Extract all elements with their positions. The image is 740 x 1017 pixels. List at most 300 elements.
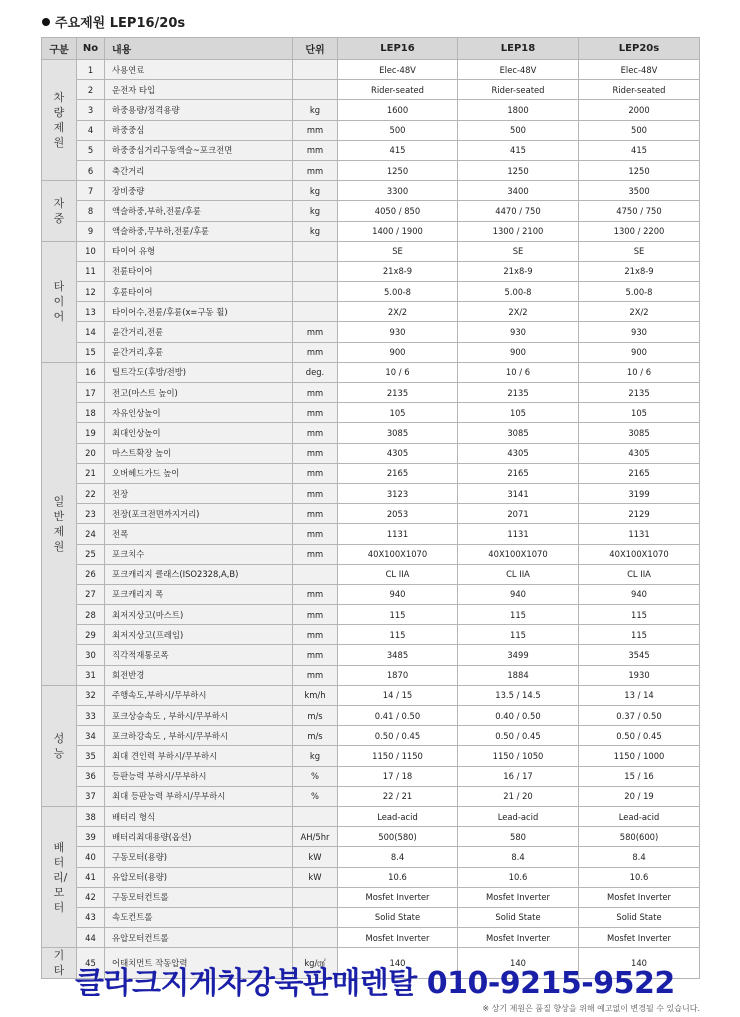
spec-unit: mm xyxy=(293,504,338,524)
spec-item: 배터리 형식 xyxy=(105,806,293,826)
value-lep16: 2X/2 xyxy=(338,302,458,322)
value-lep20s: 4750 / 750 xyxy=(579,201,700,221)
value-lep18: 5.00-8 xyxy=(458,282,579,302)
category-label: 배터리/모터 xyxy=(53,840,68,914)
value-lep20s: 500 xyxy=(579,120,700,140)
spec-unit: mm xyxy=(293,584,338,604)
spec-item: 최대 등판능력 부하시/무부하시 xyxy=(105,786,293,806)
spec-item: 직각적재통로폭 xyxy=(105,645,293,665)
value-lep16: 2135 xyxy=(338,383,458,403)
spec-unit: kW xyxy=(293,867,338,887)
row-number: 6 xyxy=(77,160,105,180)
table-row xyxy=(42,847,700,867)
value-lep18: 105 xyxy=(458,403,579,423)
value-lep18: 940 xyxy=(458,584,579,604)
table-row xyxy=(42,362,700,382)
row-number: 21 xyxy=(77,463,105,483)
value-lep18: Elec-48V xyxy=(458,60,579,80)
table-row xyxy=(42,584,700,604)
value-lep18: 500 xyxy=(458,120,579,140)
value-lep16: 2053 xyxy=(338,504,458,524)
row-number: 26 xyxy=(77,564,105,584)
value-lep16: 1250 xyxy=(338,160,458,180)
row-number: 7 xyxy=(77,181,105,201)
spec-item: 하중중심거리구동액슬~포크전면 xyxy=(105,140,293,160)
value-lep20s: 930 xyxy=(579,322,700,342)
value-lep18: 115 xyxy=(458,605,579,625)
row-number: 45 xyxy=(77,948,105,979)
spec-unit: kg xyxy=(293,181,338,201)
value-lep16: 10.6 xyxy=(338,867,458,887)
value-lep16: 1150 / 1150 xyxy=(338,746,458,766)
value-lep16: 40X100X1070 xyxy=(338,544,458,564)
spec-item: 포크캐리지 폭 xyxy=(105,584,293,604)
category-label: 기타 xyxy=(53,949,65,978)
value-lep20s: CL IIA xyxy=(579,564,700,584)
value-lep18: 21x8-9 xyxy=(458,261,579,281)
value-lep16: 0.50 / 0.45 xyxy=(338,726,458,746)
spec-unit: mm xyxy=(293,463,338,483)
spec-unit: AH/5hr xyxy=(293,827,338,847)
spec-unit xyxy=(293,60,338,80)
footnote: ※ 상기 제원은 품질 향상을 위해 예고없이 변경될 수 있습니다. xyxy=(482,1004,700,1013)
value-lep20s: 15 / 16 xyxy=(579,766,700,786)
spec-item: 액슬하중,무부하,전륜/후륜 xyxy=(105,221,293,241)
spec-item: 구동모터컨트롤 xyxy=(105,887,293,907)
row-number: 23 xyxy=(77,504,105,524)
row-number: 24 xyxy=(77,524,105,544)
table-row xyxy=(42,100,700,120)
value-lep16: 3300 xyxy=(338,181,458,201)
value-lep18: 580 xyxy=(458,827,579,847)
value-lep16: 3123 xyxy=(338,483,458,503)
value-lep16: 14 / 15 xyxy=(338,685,458,705)
value-lep18: 40X100X1070 xyxy=(458,544,579,564)
value-lep16: Lead-acid xyxy=(338,806,458,826)
spec-unit: kg xyxy=(293,100,338,120)
value-lep18: 10 / 6 xyxy=(458,362,579,382)
page-title xyxy=(42,12,185,31)
table-row xyxy=(42,564,700,584)
value-lep16: 1131 xyxy=(338,524,458,544)
value-lep20s: 2X/2 xyxy=(579,302,700,322)
spec-unit: mm xyxy=(293,605,338,625)
header-unit: 단위 xyxy=(293,38,338,60)
spec-item: 회전반경 xyxy=(105,665,293,685)
spec-unit: kg xyxy=(293,221,338,241)
table-row xyxy=(42,80,700,100)
row-number: 8 xyxy=(77,201,105,221)
value-lep18: 3141 xyxy=(458,483,579,503)
value-lep18: CL IIA xyxy=(458,564,579,584)
value-lep18: 1300 / 2100 xyxy=(458,221,579,241)
value-lep16: Mosfet Inverter xyxy=(338,928,458,948)
spec-item: 포크하강속도 , 부하시/무부하시 xyxy=(105,726,293,746)
value-lep20s: 900 xyxy=(579,342,700,362)
category-label: 타이어 xyxy=(53,280,65,324)
row-number: 2 xyxy=(77,80,105,100)
value-lep16: 900 xyxy=(338,342,458,362)
spec-table xyxy=(41,37,700,979)
spec-unit: km/h xyxy=(293,685,338,705)
value-lep16: 21x8-9 xyxy=(338,261,458,281)
spec-item: 윤간거리,전륜 xyxy=(105,322,293,342)
value-lep16: 4050 / 850 xyxy=(338,201,458,221)
row-number: 22 xyxy=(77,483,105,503)
value-lep16: 1600 xyxy=(338,100,458,120)
row-number: 42 xyxy=(77,887,105,907)
row-number: 19 xyxy=(77,423,105,443)
value-lep20s: 40X100X1070 xyxy=(579,544,700,564)
row-number: 41 xyxy=(77,867,105,887)
category-label: 차량제원 xyxy=(53,91,65,150)
table-row xyxy=(42,625,700,645)
table-row xyxy=(42,524,700,544)
row-number: 9 xyxy=(77,221,105,241)
value-lep20s: 105 xyxy=(579,403,700,423)
value-lep18: Solid State xyxy=(458,907,579,927)
value-lep20s: Elec-48V xyxy=(579,60,700,80)
spec-unit: kg/㎠ xyxy=(293,948,338,979)
spec-unit xyxy=(293,564,338,584)
row-number: 20 xyxy=(77,443,105,463)
table-row xyxy=(42,827,700,847)
spec-item: 전폭 xyxy=(105,524,293,544)
value-lep16: 115 xyxy=(338,625,458,645)
spec-unit: % xyxy=(293,766,338,786)
value-lep20s: 1131 xyxy=(579,524,700,544)
category-label: 자중 xyxy=(53,196,65,225)
category-cell xyxy=(42,241,77,362)
spec-item: 축간거리 xyxy=(105,160,293,180)
header-category: 구분 xyxy=(42,38,77,60)
value-lep20s: 940 xyxy=(579,584,700,604)
table-row xyxy=(42,403,700,423)
value-lep18: 2071 xyxy=(458,504,579,524)
spec-item: 타이어 유형 xyxy=(105,241,293,261)
spec-item: 오버헤드가드 높이 xyxy=(105,463,293,483)
value-lep16: 930 xyxy=(338,322,458,342)
spec-item: 운전자 타입 xyxy=(105,80,293,100)
value-lep18: 900 xyxy=(458,342,579,362)
table-row xyxy=(42,463,700,483)
value-lep20s: 8.4 xyxy=(579,847,700,867)
value-lep16: 10 / 6 xyxy=(338,362,458,382)
value-lep20s: 2129 xyxy=(579,504,700,524)
spec-unit: kg xyxy=(293,746,338,766)
spec-unit: mm xyxy=(293,140,338,160)
value-lep18: 2X/2 xyxy=(458,302,579,322)
value-lep16: 3085 xyxy=(338,423,458,443)
table-row xyxy=(42,746,700,766)
table-row xyxy=(42,887,700,907)
table-row xyxy=(42,726,700,746)
row-number: 37 xyxy=(77,786,105,806)
row-number: 34 xyxy=(77,726,105,746)
spec-item: 윤간거리,후륜 xyxy=(105,342,293,362)
spec-item: 전장 xyxy=(105,483,293,503)
spec-item: 후륜타이어 xyxy=(105,282,293,302)
category-cell xyxy=(42,60,77,181)
spec-unit: mm xyxy=(293,443,338,463)
table-row xyxy=(42,685,700,705)
spec-unit: kg xyxy=(293,201,338,221)
table-row xyxy=(42,423,700,443)
header-model-lep20s: LEP20s xyxy=(579,38,700,60)
value-lep18: Mosfet Inverter xyxy=(458,928,579,948)
value-lep20s: 1930 xyxy=(579,665,700,685)
spec-item: 최대인상높이 xyxy=(105,423,293,443)
bullet-icon xyxy=(42,18,50,26)
spec-unit: mm xyxy=(293,322,338,342)
value-lep18: 0.40 / 0.50 xyxy=(458,706,579,726)
value-lep20s: Solid State xyxy=(579,907,700,927)
value-lep18: 930 xyxy=(458,322,579,342)
value-lep20s: 3500 xyxy=(579,181,700,201)
spec-item: 틸트각도(후방/전방) xyxy=(105,362,293,382)
value-lep18: 1800 xyxy=(458,100,579,120)
value-lep16: 5.00-8 xyxy=(338,282,458,302)
table-row xyxy=(42,322,700,342)
value-lep16: 8.4 xyxy=(338,847,458,867)
table-row xyxy=(42,766,700,786)
value-lep18: 3499 xyxy=(458,645,579,665)
category-cell xyxy=(42,685,77,806)
table-row xyxy=(42,928,700,948)
value-lep16: 22 / 21 xyxy=(338,786,458,806)
row-number: 4 xyxy=(77,120,105,140)
value-lep16: Rider-seated xyxy=(338,80,458,100)
spec-item: 액슬하중,부하,전륜/후륜 xyxy=(105,201,293,221)
value-lep16: 140 xyxy=(338,948,458,979)
spec-item: 포크캐리지 클래스(ISO2328,A,B) xyxy=(105,564,293,584)
table-row xyxy=(42,786,700,806)
row-number: 10 xyxy=(77,241,105,261)
spec-unit: mm xyxy=(293,383,338,403)
spec-unit: m/s xyxy=(293,726,338,746)
spec-item: 전장(포크전면까지거리) xyxy=(105,504,293,524)
row-number: 31 xyxy=(77,665,105,685)
spec-item: 등판능력 부하시/무부하시 xyxy=(105,766,293,786)
spec-item: 유압모터컨트롤 xyxy=(105,928,293,948)
row-number: 35 xyxy=(77,746,105,766)
spec-unit: mm xyxy=(293,625,338,645)
table-row xyxy=(42,383,700,403)
spec-unit: mm xyxy=(293,544,338,564)
row-number: 30 xyxy=(77,645,105,665)
value-lep16: 1400 / 1900 xyxy=(338,221,458,241)
table-row xyxy=(42,544,700,564)
table-row xyxy=(42,282,700,302)
spec-item: 최대 견인력 부하시/무부하시 xyxy=(105,746,293,766)
value-lep20s: 21x8-9 xyxy=(579,261,700,281)
value-lep16: 940 xyxy=(338,584,458,604)
row-number: 32 xyxy=(77,685,105,705)
value-lep20s: 0.37 / 0.50 xyxy=(579,706,700,726)
spec-item: 자유인상높이 xyxy=(105,403,293,423)
spec-unit xyxy=(293,907,338,927)
spec-item: 전륜타이어 xyxy=(105,261,293,281)
value-lep20s: Lead-acid xyxy=(579,806,700,826)
row-number: 40 xyxy=(77,847,105,867)
row-number: 28 xyxy=(77,605,105,625)
spec-item: 어태치먼트 작동압력 xyxy=(105,948,293,979)
table-row xyxy=(42,60,700,80)
spec-unit: mm xyxy=(293,423,338,443)
value-lep20s: 0.50 / 0.45 xyxy=(579,726,700,746)
value-lep20s: 580(600) xyxy=(579,827,700,847)
spec-unit: mm xyxy=(293,160,338,180)
spec-unit xyxy=(293,241,338,261)
spec-item: 속도컨트롤 xyxy=(105,907,293,927)
value-lep18: 13.5 / 14.5 xyxy=(458,685,579,705)
value-lep18: 1884 xyxy=(458,665,579,685)
table-row xyxy=(42,302,700,322)
value-lep20s: 115 xyxy=(579,625,700,645)
row-number: 29 xyxy=(77,625,105,645)
row-number: 33 xyxy=(77,706,105,726)
header-no: No xyxy=(77,38,105,60)
value-lep20s: 140 xyxy=(579,948,700,979)
value-lep16: CL IIA xyxy=(338,564,458,584)
table-row xyxy=(42,806,700,826)
spec-unit: mm xyxy=(293,665,338,685)
spec-table-body xyxy=(42,60,700,979)
value-lep18: 140 xyxy=(458,948,579,979)
row-number: 3 xyxy=(77,100,105,120)
value-lep16: 105 xyxy=(338,403,458,423)
spec-unit: mm xyxy=(293,524,338,544)
category-label: 일반제원 xyxy=(53,494,65,553)
table-row xyxy=(42,867,700,887)
value-lep18: Rider-seated xyxy=(458,80,579,100)
value-lep16: 415 xyxy=(338,140,458,160)
value-lep16: 3485 xyxy=(338,645,458,665)
spec-unit: kW xyxy=(293,847,338,867)
value-lep18: 8.4 xyxy=(458,847,579,867)
value-lep16: SE xyxy=(338,241,458,261)
spec-item: 최저지상고(마스트) xyxy=(105,605,293,625)
value-lep18: Lead-acid xyxy=(458,806,579,826)
row-number: 18 xyxy=(77,403,105,423)
category-cell xyxy=(42,806,77,947)
spec-item: 구동모터(용량) xyxy=(105,847,293,867)
spec-unit xyxy=(293,928,338,948)
value-lep20s: 4305 xyxy=(579,443,700,463)
value-lep18: 115 xyxy=(458,625,579,645)
row-number: 1 xyxy=(77,60,105,80)
row-number: 11 xyxy=(77,261,105,281)
row-number: 15 xyxy=(77,342,105,362)
value-lep20s: 115 xyxy=(579,605,700,625)
table-row xyxy=(42,120,700,140)
value-lep20s: 5.00-8 xyxy=(579,282,700,302)
spec-unit: mm xyxy=(293,342,338,362)
table-row xyxy=(42,342,700,362)
category-label: 성능 xyxy=(53,731,65,760)
value-lep18: 1150 / 1050 xyxy=(458,746,579,766)
row-number: 13 xyxy=(77,302,105,322)
value-lep20s: Rider-seated xyxy=(579,80,700,100)
page-title-text: 주요제원 LEP16/20s xyxy=(55,16,186,31)
spec-item: 유압모터(용량) xyxy=(105,867,293,887)
value-lep16: Solid State xyxy=(338,907,458,927)
value-lep16: Mosfet Inverter xyxy=(338,887,458,907)
row-number: 16 xyxy=(77,362,105,382)
table-header-row xyxy=(42,38,700,60)
row-number: 5 xyxy=(77,140,105,160)
value-lep20s: 3545 xyxy=(579,645,700,665)
value-lep16: 17 / 18 xyxy=(338,766,458,786)
row-number: 27 xyxy=(77,584,105,604)
value-lep18: 2135 xyxy=(458,383,579,403)
spec-unit xyxy=(293,80,338,100)
value-lep20s: 10.6 xyxy=(579,867,700,887)
row-number: 25 xyxy=(77,544,105,564)
row-number: 12 xyxy=(77,282,105,302)
value-lep20s: Mosfet Inverter xyxy=(579,928,700,948)
spec-item: 하중중심 xyxy=(105,120,293,140)
value-lep18: 16 / 17 xyxy=(458,766,579,786)
contact-watermark: 클라크지게차강북판매렌탈 010-9215-9522 xyxy=(75,966,675,1001)
value-lep20s: SE xyxy=(579,241,700,261)
value-lep20s: 1300 / 2200 xyxy=(579,221,700,241)
value-lep18: 21 / 20 xyxy=(458,786,579,806)
spec-unit xyxy=(293,806,338,826)
value-lep16: 4305 xyxy=(338,443,458,463)
value-lep16: Elec-48V xyxy=(338,60,458,80)
spec-item: 장비중량 xyxy=(105,181,293,201)
row-number: 39 xyxy=(77,827,105,847)
table-row xyxy=(42,201,700,221)
value-lep20s: 3199 xyxy=(579,483,700,503)
table-row xyxy=(42,605,700,625)
value-lep20s: 2135 xyxy=(579,383,700,403)
spec-unit: mm xyxy=(293,483,338,503)
value-lep20s: 415 xyxy=(579,140,700,160)
spec-unit: mm xyxy=(293,120,338,140)
spec-unit xyxy=(293,282,338,302)
value-lep20s: Mosfet Inverter xyxy=(579,887,700,907)
value-lep18: 3400 xyxy=(458,181,579,201)
value-lep18: 2165 xyxy=(458,463,579,483)
table-row xyxy=(42,706,700,726)
spec-unit xyxy=(293,302,338,322)
row-number: 38 xyxy=(77,806,105,826)
value-lep20s: 3085 xyxy=(579,423,700,443)
row-number: 44 xyxy=(77,928,105,948)
spec-item: 전고(마스트 높이) xyxy=(105,383,293,403)
value-lep18: 10.6 xyxy=(458,867,579,887)
category-cell xyxy=(42,948,77,979)
table-row xyxy=(42,665,700,685)
value-lep18: Mosfet Inverter xyxy=(458,887,579,907)
value-lep20s: 10 / 6 xyxy=(579,362,700,382)
value-lep18: 1131 xyxy=(458,524,579,544)
table-row xyxy=(42,443,700,463)
value-lep16: 1870 xyxy=(338,665,458,685)
category-cell xyxy=(42,362,77,685)
spec-item: 타이어수,전륜/후륜(x=구동 휠) xyxy=(105,302,293,322)
spec-item: 하중용량/정격용량 xyxy=(105,100,293,120)
value-lep16: 2165 xyxy=(338,463,458,483)
spec-unit: mm xyxy=(293,645,338,665)
table-row xyxy=(42,140,700,160)
value-lep16: 0.41 / 0.50 xyxy=(338,706,458,726)
spec-item: 사용연료 xyxy=(105,60,293,80)
value-lep20s: 20 / 19 xyxy=(579,786,700,806)
value-lep20s: 2165 xyxy=(579,463,700,483)
